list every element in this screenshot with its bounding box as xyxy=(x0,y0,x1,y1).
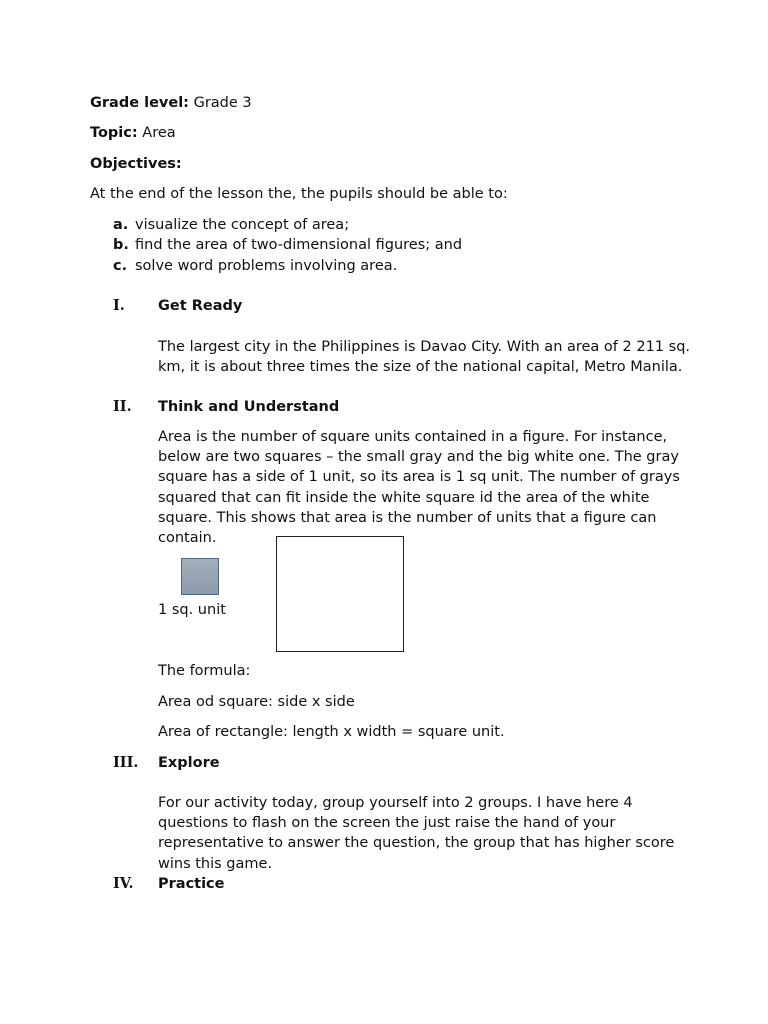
objective-item-c xyxy=(113,256,397,276)
section-numeral-2: II. xyxy=(113,398,132,415)
grade-level-line xyxy=(90,93,252,113)
objective-letter: c. xyxy=(113,258,128,274)
objective-text: visualize the concept of area; xyxy=(135,217,350,233)
formula-square: Area od square: side x side xyxy=(158,694,355,710)
section-title-practice: Practice xyxy=(158,876,225,892)
section-numeral-3: III. xyxy=(113,754,139,771)
get-ready-paragraph: The largest city in the Philippines is Davao City. With an area of 2 211 sq. km, it is about three times the size of the national capital, Metro Manila. xyxy=(158,339,691,376)
explore-paragraph: For our activity today, group yourself into 2 groups. I have here 4 questions to flash on the screen the just raise the hand of your representative to answer the question, the group that has higher score wins this game. xyxy=(158,795,675,872)
formula-heading: The formula: xyxy=(158,663,251,679)
topic-value: Area xyxy=(137,125,176,141)
topic-label: Topic: xyxy=(90,125,138,141)
objective-text: find the area of two-dimensional figures; and xyxy=(135,237,463,253)
objective-text: solve word problems involving area. xyxy=(135,258,398,274)
topic-line xyxy=(90,123,176,143)
gray-unit-square xyxy=(181,558,219,595)
think-understand-paragraph: Area is the number of square units contained in a figure. For instance, below are two squares – the small gray and the big white one. The gray square has a side of 1 unit, so its area is 1 sq unit. The number of grays squared that can fit inside the white square id the area of the white square. This shows that area is the number of units that a figure can contain. xyxy=(158,429,680,547)
section-title-explore: Explore xyxy=(158,755,220,771)
grade-level-label: Grade level: xyxy=(90,95,189,111)
formula-rectangle: Area of rectangle: length x width = square unit. xyxy=(158,724,505,740)
grade-level-value: Grade 3 xyxy=(188,95,252,111)
section-title-think-and-understand: Think and Understand xyxy=(158,399,340,415)
objectives-intro: At the end of the lesson the, the pupils should be able to: xyxy=(90,186,508,202)
objective-letter: a. xyxy=(113,217,129,233)
white-square xyxy=(276,536,404,652)
section-title-get-ready: Get Ready xyxy=(158,298,243,314)
unit-square-label: 1 sq. unit xyxy=(158,602,226,618)
objective-item-a xyxy=(113,215,349,235)
objectives-heading: Objectives: xyxy=(90,156,182,172)
objective-letter: b. xyxy=(113,237,129,253)
section-numeral-1: I. xyxy=(113,297,125,314)
objective-item-b xyxy=(113,235,462,255)
section-numeral-4: IV. xyxy=(113,875,134,892)
